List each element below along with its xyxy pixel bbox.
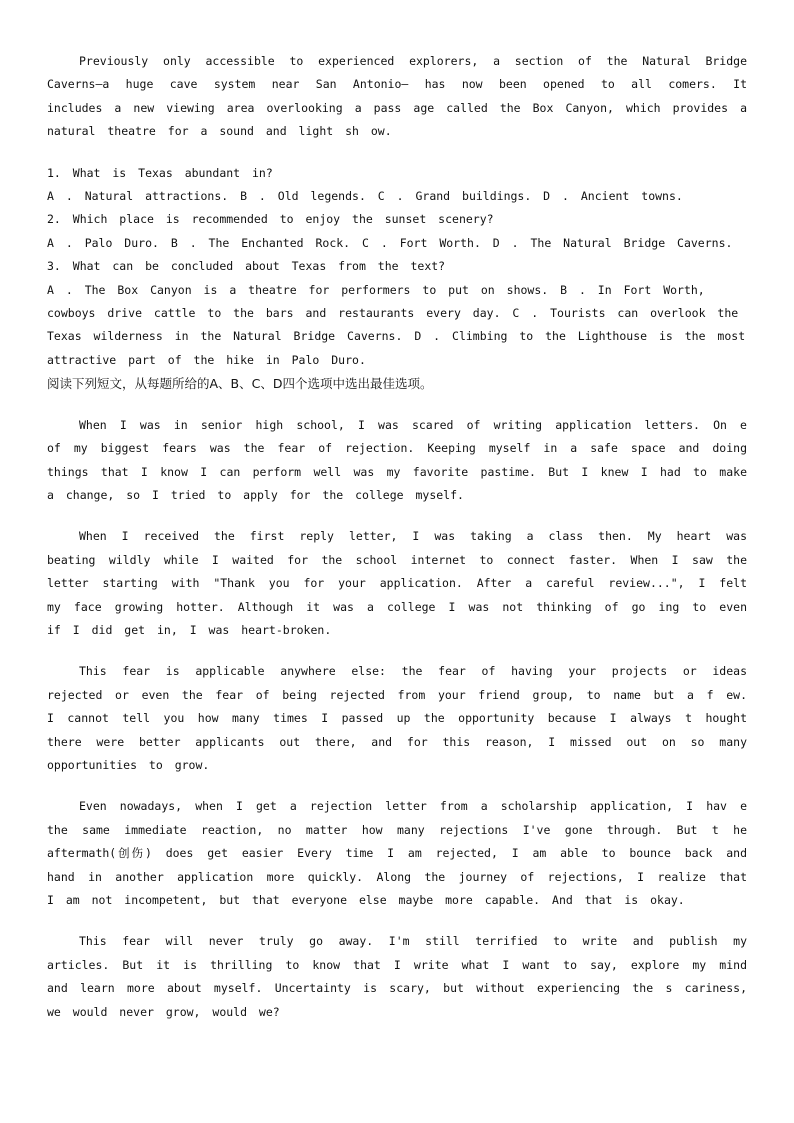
passage2-paragraph-4: Even nowadays, when I get a rejection letter from a scholarship application, I hav e the same immediate reaction, no matter how many rejections I've gone through. But t he aftermath(创伤) does get easier Every time I am rejected, I am able to bounce back and hand in another application more quickly. Along the journey of rejections, I realize that I am not incompetent, but that everyone else maybe more capable. And that is okay. — [47, 799, 747, 907]
question-2-options: A . Palo Duro. B . The Enchanted Rock. C . Fort Worth. D . The Natural Bridge Caverns. — [47, 235, 733, 250]
question-3-stem: 3. What can be concluded about Texas from the text? — [47, 259, 446, 274]
section-instruction: 阅读下列短文，从每题所给的A、B、C、D四个选项中选出最佳选项。 — [47, 376, 433, 392]
passage2-paragraph-5: This fear will never truly go away. I'm still terrified to write and publish my articles. But it is thrilling to know that I write what I want to say, explore my mind and learn more about myself. Uncertainty is scary, but without experiencing the s cariness, we would never grow, would we? — [47, 934, 747, 1019]
question-3-options: A . The Box Canyon is a theatre for performers to put on shows. B . In Fort Worth, cowboys drive cattle to the bars and restaurants every day. C . Tourists can overlook the Texas wilderness in the Natural Bridge Caverns. D . Climbing to the Lighthouse is the most attractive part of the hike in Palo Duro. — [47, 282, 746, 367]
passage1-last-paragraph: Previously only accessible to experienced explorers, a section of the Natural Bridge Caverns—a huge cave system near San Antonio— has now been opened to all comers. It includes a new viewing area overlooking a pass age called the Box Canyon, which provides a natural theatre for a sound and light sh ow. — [47, 54, 747, 139]
spacer — [47, 144, 747, 162]
document-page — [47, 50, 747, 1024]
question-list — [47, 162, 747, 373]
spacer — [47, 642, 747, 660]
spacer — [47, 507, 747, 525]
passage2-paragraph-1: When I was in senior high school, I was scared of writing application letters. On e of my biggest fears was the fear of rejection. Keeping myself in a safe space and doing things that I know I can perform well was my favorite pastime. But I knew I had to make a change, so I tried to apply for the college myself. — [47, 417, 747, 502]
spacer — [47, 396, 747, 414]
spacer — [47, 777, 747, 795]
spacer — [47, 912, 747, 930]
question-1-stem: 1. What is Texas abundant in? — [47, 165, 273, 180]
question-2-stem: 2. Which place is recommended to enjoy the sunset scenery? — [47, 212, 494, 227]
question-1-options: A . Natural attractions. B . Old legends. C . Grand buildings. D . Ancient towns. — [47, 189, 683, 204]
passage2 — [47, 414, 747, 1024]
passage2-paragraph-2: When I received the first reply letter, I was taking a class then. My heart was beating wildly while I waited for the school internet to connect faster. When I saw the letter starting with "Thank you for your application. After a careful review...", I felt my face growing hotter. Although it was a college I was not thinking of go ing to even if I did get in, I was heart-broken. — [47, 529, 747, 637]
passage2-paragraph-3: This fear is applicable anywhere else: the fear of having your projects or ideas rejected or even the fear of being rejected from your friend group, to name but a f ew. I cannot tell you how many times I passed up the opportunity because I always t hought there were better applicants out there, and for this reason, I missed out on so many opportunities to grow. — [47, 664, 747, 772]
